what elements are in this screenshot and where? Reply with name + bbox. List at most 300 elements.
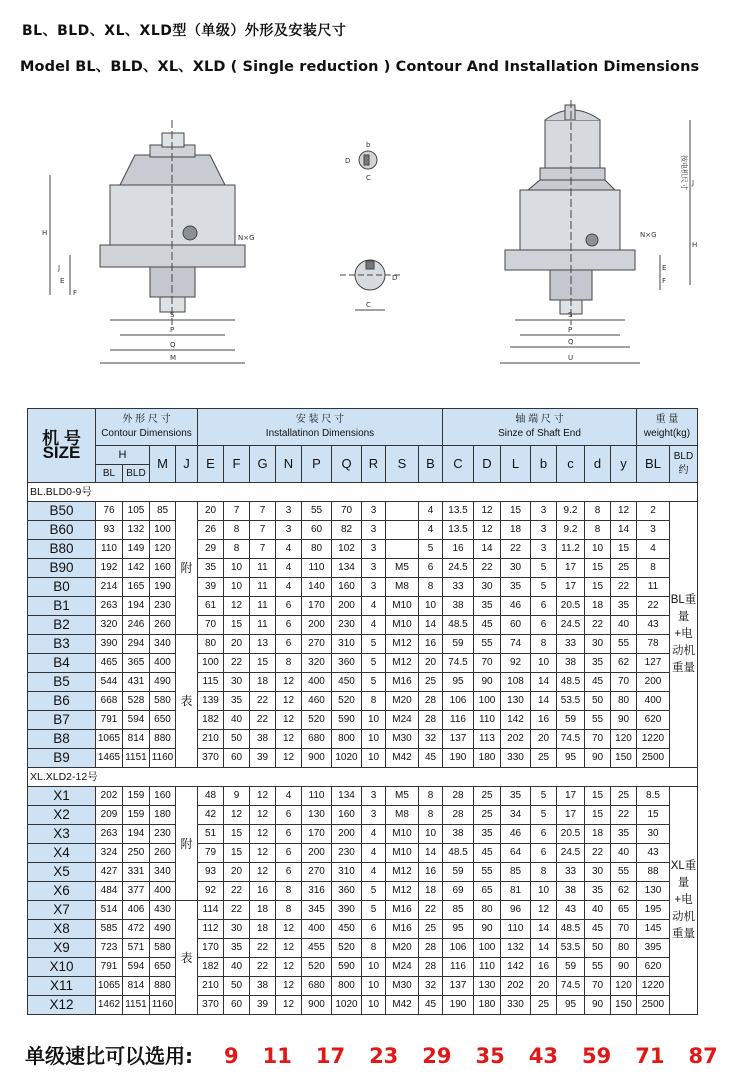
value-cell: 580: [150, 939, 176, 958]
value-cell: 40: [611, 616, 637, 635]
value-cell: 4: [637, 540, 670, 559]
table-row: [28, 920, 698, 939]
value-cell: M10: [386, 825, 419, 844]
value-cell: 70: [585, 730, 611, 749]
value-cell: 431: [123, 673, 150, 692]
value-cell: 316: [302, 882, 332, 901]
value-cell: 1160: [150, 749, 176, 768]
size-header-en: SIZE: [42, 442, 81, 462]
value-cell: 43: [637, 844, 670, 863]
value-cell: 8: [585, 502, 611, 521]
value-cell: 50: [585, 692, 611, 711]
value-cell: 137: [443, 730, 474, 749]
drawing-label-b: b: [366, 141, 371, 149]
value-cell: 26: [198, 521, 224, 540]
size-cell: B6: [28, 692, 96, 711]
value-cell: 25: [419, 673, 443, 692]
value-cell: 62: [611, 654, 637, 673]
value-cell: 8: [419, 806, 443, 825]
value-cell: 35: [474, 825, 501, 844]
value-cell: 22: [224, 654, 250, 673]
value-cell: 85: [501, 863, 531, 882]
value-cell: 12: [250, 806, 276, 825]
value-cell: 4: [362, 597, 386, 616]
value-cell: 74.5: [557, 730, 585, 749]
ratio-values: [200, 1044, 718, 1068]
value-cell: 246: [123, 616, 150, 635]
value-cell: 22: [611, 578, 637, 597]
group-header: XL.XLD2-12号: [28, 768, 698, 787]
table-row: [28, 635, 698, 654]
table-row: [28, 958, 698, 977]
table-row: [28, 502, 698, 521]
value-cell: 115: [198, 673, 224, 692]
value-cell: 814: [123, 730, 150, 749]
value-cell: 10: [362, 996, 386, 1015]
drawing-label-c: C: [366, 301, 371, 309]
value-cell: 20: [224, 863, 250, 882]
value-cell: 3: [362, 559, 386, 578]
value-cell: 65: [611, 901, 637, 920]
value-cell: 1220: [637, 977, 670, 996]
value-cell: 6: [276, 635, 302, 654]
value-cell: 62: [611, 882, 637, 901]
value-cell: 150: [611, 749, 637, 768]
value-cell: 48.5: [557, 673, 585, 692]
value-cell: 88: [637, 863, 670, 882]
value-cell: 4: [276, 540, 302, 559]
value-cell: 10: [419, 597, 443, 616]
value-cell: 53.5: [557, 939, 585, 958]
drawing-label-p-right: P: [568, 326, 573, 334]
value-cell: 180: [150, 806, 176, 825]
value-cell: 55: [585, 958, 611, 977]
value-cell: 585: [96, 920, 123, 939]
value-cell: 263: [96, 825, 123, 844]
table-row: [28, 939, 698, 958]
value-cell: 145: [637, 920, 670, 939]
value-cell: 16: [531, 958, 557, 977]
value-cell: 8: [419, 787, 443, 806]
value-cell: 35: [585, 882, 611, 901]
value-cell: 6: [276, 806, 302, 825]
value-cell: 102: [332, 540, 362, 559]
value-cell: 110: [501, 920, 531, 939]
value-cell: 22: [585, 616, 611, 635]
value-cell: 20.5: [557, 597, 585, 616]
size-cell: B90: [28, 559, 96, 578]
value-cell: 12: [276, 692, 302, 711]
value-cell: 17: [557, 806, 585, 825]
value-cell: 43: [557, 901, 585, 920]
value-cell: 200: [332, 597, 362, 616]
value-cell: 260: [150, 616, 176, 635]
col-header-m-0: M: [150, 446, 176, 483]
value-cell: 400: [302, 920, 332, 939]
dimension-drawing: [0, 85, 750, 405]
value-cell: 3: [362, 502, 386, 521]
h-bl-label: BL: [96, 465, 123, 482]
shaft-header-cn: 轴 端 尺 寸: [515, 414, 564, 425]
value-cell: 571: [123, 939, 150, 958]
h-label: H: [96, 447, 149, 465]
drawing-label-s: S: [170, 311, 175, 319]
value-cell: 55: [611, 863, 637, 882]
value-cell: 427: [96, 863, 123, 882]
value-cell: 39: [250, 749, 276, 768]
ratio-value: 87: [688, 1044, 718, 1068]
value-cell: 60: [224, 996, 250, 1015]
value-cell: 106: [443, 939, 474, 958]
value-cell: 1465: [96, 749, 123, 768]
value-cell: 15: [637, 806, 670, 825]
col-header-b-14: b: [531, 446, 557, 483]
value-cell: 182: [198, 958, 224, 977]
size-header-cn: 机 号: [42, 428, 81, 448]
ratio-value: 17: [315, 1044, 346, 1068]
value-cell: 24.5: [557, 616, 585, 635]
value-cell: 10: [224, 559, 250, 578]
value-cell: 22: [611, 806, 637, 825]
value-cell: 45: [585, 920, 611, 939]
value-cell: 270: [302, 863, 332, 882]
drawing-label-s-right: S: [568, 311, 573, 319]
value-cell: 340: [150, 863, 176, 882]
value-cell: 8: [637, 559, 670, 578]
value-cell: 1160: [150, 996, 176, 1015]
value-cell: 360: [332, 654, 362, 673]
value-cell: 20: [198, 502, 224, 521]
value-cell: 209: [96, 806, 123, 825]
value-cell: M42: [386, 749, 419, 768]
value-cell: 263: [96, 597, 123, 616]
value-cell: M10: [386, 597, 419, 616]
value-cell: 22: [250, 939, 276, 958]
value-cell: 10: [531, 882, 557, 901]
value-cell: M8: [386, 578, 419, 597]
note-attached: 附: [176, 502, 198, 635]
value-cell: 170: [302, 597, 332, 616]
value-cell: 18: [501, 521, 531, 540]
value-cell: 12: [276, 920, 302, 939]
table-row: [28, 578, 698, 597]
value-cell: 39: [250, 996, 276, 1015]
value-cell: 10: [362, 977, 386, 996]
value-cell: 45: [419, 996, 443, 1015]
value-cell: 90: [474, 920, 501, 939]
value-cell: 10: [531, 654, 557, 673]
value-cell: 25: [474, 806, 501, 825]
value-cell: 160: [150, 559, 176, 578]
value-cell: 377: [123, 882, 150, 901]
value-cell: 450: [332, 920, 362, 939]
value-cell: [386, 540, 419, 559]
note-table: 表: [176, 635, 198, 768]
value-cell: 190: [443, 996, 474, 1015]
table-row: [28, 597, 698, 616]
value-cell: 110: [474, 711, 501, 730]
value-cell: 85: [150, 502, 176, 521]
drawing-label-h-right: H: [692, 241, 698, 249]
value-cell: 14: [419, 844, 443, 863]
ratio-value: 35: [475, 1044, 505, 1068]
value-cell: 14: [531, 673, 557, 692]
value-cell: 85: [443, 901, 474, 920]
table-row: [28, 673, 698, 692]
size-header: [28, 409, 96, 483]
value-cell: 61: [198, 597, 224, 616]
size-cell: B0: [28, 578, 96, 597]
title-chinese: BL、BLD、XL、XLD型（单级）外形及安装尺寸: [22, 23, 347, 39]
install-header-en: Installatinon Dimensions: [265, 428, 375, 439]
value-cell: 460: [302, 692, 332, 711]
value-cell: 15: [224, 825, 250, 844]
value-cell: 12: [250, 787, 276, 806]
value-cell: 6: [531, 825, 557, 844]
weight-header: [637, 409, 698, 446]
value-cell: 3: [362, 806, 386, 825]
value-cell: 32: [419, 730, 443, 749]
value-cell: 370: [198, 749, 224, 768]
value-cell: 24.5: [557, 844, 585, 863]
weight-note: BL重量+电动机重量: [670, 502, 698, 768]
value-cell: 11: [637, 578, 670, 597]
table-row: [28, 749, 698, 768]
value-cell: 210: [198, 730, 224, 749]
value-cell: 95: [557, 749, 585, 768]
value-cell: 6: [531, 616, 557, 635]
value-cell: 81: [501, 882, 531, 901]
value-cell: 202: [501, 730, 531, 749]
value-cell: 192: [96, 559, 123, 578]
value-cell: 12: [250, 863, 276, 882]
value-cell: 12: [474, 502, 501, 521]
value-cell: 590: [332, 958, 362, 977]
value-cell: 20: [419, 654, 443, 673]
value-cell: 590: [332, 711, 362, 730]
value-cell: M30: [386, 730, 419, 749]
value-cell: 110: [302, 787, 332, 806]
value-cell: 8: [224, 521, 250, 540]
value-cell: 406: [123, 901, 150, 920]
value-cell: 4: [362, 844, 386, 863]
size-cell: B5: [28, 673, 96, 692]
value-cell: 16: [419, 863, 443, 882]
value-cell: 10: [362, 958, 386, 977]
value-cell: 310: [332, 635, 362, 654]
value-cell: 159: [123, 787, 150, 806]
value-cell: 18: [250, 920, 276, 939]
value-cell: 40: [224, 958, 250, 977]
value-cell: 22: [224, 901, 250, 920]
value-cell: 6: [531, 597, 557, 616]
value-cell: 13.5: [443, 502, 474, 521]
value-cell: 38: [250, 730, 276, 749]
value-cell: 160: [332, 806, 362, 825]
value-cell: 5: [362, 882, 386, 901]
value-cell: 6: [362, 920, 386, 939]
value-cell: 18: [250, 673, 276, 692]
value-cell: M16: [386, 673, 419, 692]
value-cell: 1220: [637, 730, 670, 749]
drawing-label-q-right: Q: [568, 338, 574, 346]
value-cell: 1065: [96, 977, 123, 996]
value-cell: 250: [123, 844, 150, 863]
value-cell: 195: [637, 901, 670, 920]
value-cell: 130: [637, 882, 670, 901]
value-cell: 12: [276, 749, 302, 768]
ratio-value: 71: [635, 1044, 665, 1068]
value-cell: 64: [501, 844, 531, 863]
value-cell: 15: [585, 806, 611, 825]
value-cell: 120: [150, 540, 176, 559]
value-cell: 12: [276, 673, 302, 692]
value-cell: 79: [198, 844, 224, 863]
value-cell: 50: [585, 939, 611, 958]
value-cell: 3: [531, 521, 557, 540]
value-cell: 6: [276, 825, 302, 844]
value-cell: 814: [123, 977, 150, 996]
value-cell: 230: [150, 825, 176, 844]
drawing-label-motor-size: 按电机尺寸: [680, 155, 688, 190]
value-cell: 465: [96, 654, 123, 673]
value-cell: 9: [224, 787, 250, 806]
value-cell: M12: [386, 635, 419, 654]
value-cell: 25: [611, 787, 637, 806]
ratio-value: 23: [369, 1044, 399, 1068]
size-cell: X2: [28, 806, 96, 825]
value-cell: M12: [386, 863, 419, 882]
value-cell: 40: [224, 711, 250, 730]
value-cell: 22: [250, 692, 276, 711]
value-cell: 76: [96, 502, 123, 521]
col-header-c-11: C: [443, 446, 474, 483]
size-cell: B60: [28, 521, 96, 540]
drawing-label-j: J: [58, 264, 61, 272]
value-cell: 800: [332, 730, 362, 749]
value-cell: 25: [531, 749, 557, 768]
value-cell: 90: [611, 711, 637, 730]
value-cell: 6: [276, 616, 302, 635]
col-header-bld-weight: BLD约: [670, 446, 698, 483]
value-cell: 92: [501, 654, 531, 673]
value-cell: 580: [150, 692, 176, 711]
value-cell: 93: [96, 521, 123, 540]
value-cell: 680: [302, 977, 332, 996]
value-cell: M30: [386, 977, 419, 996]
value-cell: 114: [198, 901, 224, 920]
value-cell: 116: [443, 711, 474, 730]
value-cell: 106: [443, 692, 474, 711]
value-cell: 15: [585, 787, 611, 806]
value-cell: 7: [250, 540, 276, 559]
col-header-d-12: D: [474, 446, 501, 483]
value-cell: 880: [150, 977, 176, 996]
value-cell: 190: [443, 749, 474, 768]
drawing-label-e-right: E: [662, 264, 667, 272]
value-cell: 39: [198, 578, 224, 597]
value-cell: 20: [531, 730, 557, 749]
value-cell: 6: [276, 597, 302, 616]
value-cell: 48.5: [443, 844, 474, 863]
size-cell: X5: [28, 863, 96, 882]
value-cell: 17: [557, 559, 585, 578]
value-cell: 82: [332, 521, 362, 540]
value-cell: 46: [501, 825, 531, 844]
value-cell: 55: [474, 635, 501, 654]
value-cell: 22: [419, 901, 443, 920]
value-cell: 22: [501, 540, 531, 559]
value-cell: 50: [224, 977, 250, 996]
value-cell: 28: [443, 787, 474, 806]
value-cell: 95: [443, 673, 474, 692]
value-cell: 8: [276, 901, 302, 920]
value-cell: 1151: [123, 749, 150, 768]
col-header-p-6: P: [302, 446, 332, 483]
value-cell: 70: [474, 654, 501, 673]
ratio-value: 11: [262, 1044, 292, 1068]
value-cell: 12: [276, 730, 302, 749]
value-cell: 5: [531, 806, 557, 825]
value-cell: 6: [276, 863, 302, 882]
table-row: [28, 711, 698, 730]
value-cell: 2: [637, 502, 670, 521]
value-cell: 20: [224, 635, 250, 654]
size-cell: B1: [28, 597, 96, 616]
drawing-label-f: F: [73, 289, 78, 297]
value-cell: 4: [362, 616, 386, 635]
value-cell: 14: [531, 692, 557, 711]
value-cell: 12: [611, 502, 637, 521]
value-cell: 142: [501, 711, 531, 730]
value-cell: 74.5: [443, 654, 474, 673]
value-cell: 16: [443, 540, 474, 559]
value-cell: 310: [332, 863, 362, 882]
value-cell: 5: [531, 578, 557, 597]
value-cell: 8: [531, 863, 557, 882]
value-cell: 38: [443, 825, 474, 844]
col-header-y-17: y: [611, 446, 637, 483]
value-cell: 170: [302, 825, 332, 844]
value-cell: 90: [585, 996, 611, 1015]
value-cell: 324: [96, 844, 123, 863]
value-cell: 100: [198, 654, 224, 673]
value-cell: 134: [332, 559, 362, 578]
value-cell: 45: [474, 844, 501, 863]
size-cell: B3: [28, 635, 96, 654]
drawing-label-j-right: J: [692, 179, 695, 187]
value-cell: [386, 521, 419, 540]
value-cell: 100: [474, 939, 501, 958]
value-cell: M42: [386, 996, 419, 1015]
value-cell: 130: [501, 692, 531, 711]
value-cell: 45: [585, 673, 611, 692]
value-cell: 48.5: [443, 616, 474, 635]
value-cell: 150: [611, 996, 637, 1015]
value-cell: 12: [250, 844, 276, 863]
value-cell: 33: [557, 635, 585, 654]
value-cell: 30: [501, 559, 531, 578]
value-cell: 4: [276, 578, 302, 597]
drawing-label-e: E: [60, 277, 65, 285]
col-header-g-4: G: [250, 446, 276, 483]
value-cell: 650: [150, 711, 176, 730]
value-cell: 15: [250, 654, 276, 673]
value-cell: 28: [443, 806, 474, 825]
value-cell: 25: [611, 559, 637, 578]
size-cell: X12: [28, 996, 96, 1015]
value-cell: 120: [611, 730, 637, 749]
